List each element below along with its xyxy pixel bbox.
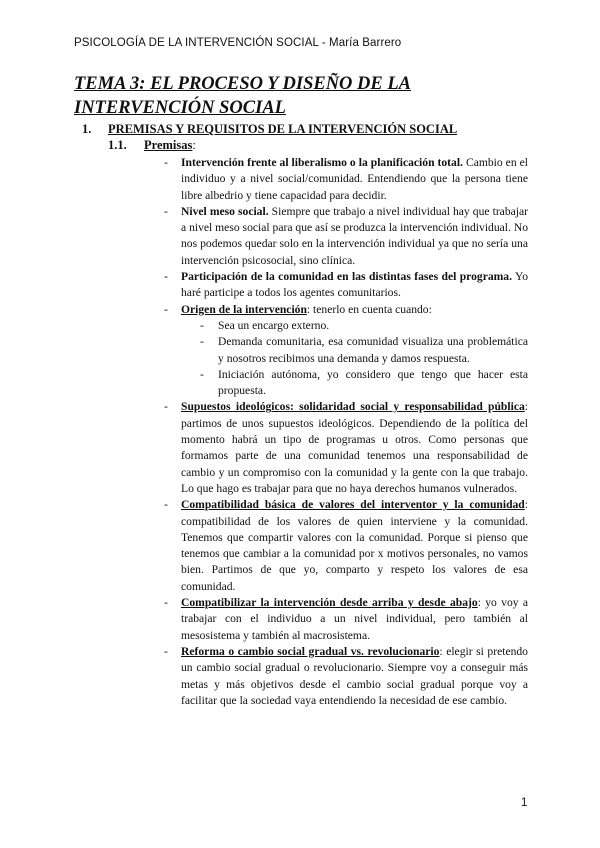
- item-heading: Origen de la intervención: [181, 302, 307, 316]
- item-heading: Participación de la comunidad en las distintas fases del programa.: [181, 270, 512, 284]
- page-header: PSICOLOGÍA DE LA INTERVENCIÓN SOCIAL - María Barrero: [74, 37, 402, 49]
- list-item: [160, 269, 528, 302]
- subsection-number: 1.1.: [108, 138, 127, 152]
- section-number: 1.: [82, 122, 92, 136]
- list-item: [160, 644, 528, 709]
- subsection-text: Premisas: [144, 138, 193, 152]
- list-item: [160, 155, 528, 204]
- page-number: 1: [521, 797, 528, 809]
- item-text: Cambio en el individuo y a nivel social/comunidad. Entendiendo que la persona tiene libre albedrio y tiene capacidad para decidir.: [181, 156, 528, 202]
- list-item: [160, 497, 528, 595]
- origin-sublist: [181, 318, 528, 399]
- section-heading: [82, 122, 457, 137]
- item-heading: Nivel meso social.: [181, 204, 269, 218]
- item-text: Yo haré participe a todos los agentes comunitarios.: [181, 270, 528, 300]
- item-text: : compatibilidad de los valores de quien interviene y la comunidad. Tenemos que compartir valores con la comunidad. Porque si pienso que tenemos que cambiar a la comunidad por x motivos personales, no vamos bien. Partimos de que yo, comparto y respeto los valores de esa comunidad.: [181, 498, 528, 593]
- item-text: : tenerlo en cuenta cuando:: [306, 302, 432, 316]
- list-item: [160, 399, 528, 497]
- sublist-item: - Sea un encargo externo.: [181, 318, 528, 334]
- list-item: [160, 302, 528, 400]
- item-text: Siempre que trabajo a nivel individual hay que trabajar a nivel meso social para que así se produzca la intervención individual. No nos podemos quedar solo en la intervención individual ya que no sería una intervención psicosocial, sino clínica.: [181, 204, 529, 267]
- premises-list: [160, 155, 528, 709]
- sublist-item: - Iniciación autónoma, yo considero que tengo que hacer esta propuesta.: [181, 367, 528, 400]
- list-item: [160, 204, 528, 269]
- subsection-heading: [108, 138, 196, 153]
- item-heading: Intervención frente al liberalismo o la planificación total.: [181, 156, 463, 169]
- item-text: : yo voy a trabajar con el individuo a un nivel individual, pero también al mesosistema y también al macrosistema.: [181, 596, 528, 642]
- list-item: [160, 595, 528, 644]
- subsection-suffix: :: [192, 138, 196, 152]
- section-text: PREMISAS Y REQUISITOS DE LA INTERVENCIÓN SOCIAL: [108, 122, 458, 136]
- item-text: : elegir si pretendo un cambio social gradual o revolucionario. Siempre voy a conseguir más metas y más objetivos desde el cambio social gradual porque voy a facilitar que la sociedad vaya entendiendo la necesidad de ese cambio.: [181, 644, 528, 707]
- document-title: TEMA 3: EL PROCESO Y DISEÑO DE LA INTERVENCIÓN SOCIAL: [74, 74, 412, 118]
- item-heading: Compatibilidad básica de valores del interventor y la comunidad: [181, 498, 525, 512]
- sublist-item: - Demanda comunitaria, esa comunidad visualiza una problemática y nosotros recibimos una demanda y damos respuesta.: [181, 334, 528, 367]
- item-heading: Supuestos ideológicos: solidaridad social y responsabilidad pública: [181, 400, 525, 414]
- item-text: : partimos de unos supuestos ideológicos. Dependiendo de la política del momento habrá un tipo de programas u otros. Como personas que formamos parte de una comunidad tenemos una responsabilidad de cambio y un compromiso con la comunidad y la gente con la que trabajo. Lo que hago es trabajar para que no haya derechos humanos vulnerados.: [181, 400, 528, 495]
- item-heading: Reforma o cambio social gradual vs. revolucionario: [181, 644, 440, 658]
- item-heading: Compatibilizar la intervención desde arriba y desde abajo: [181, 596, 478, 610]
